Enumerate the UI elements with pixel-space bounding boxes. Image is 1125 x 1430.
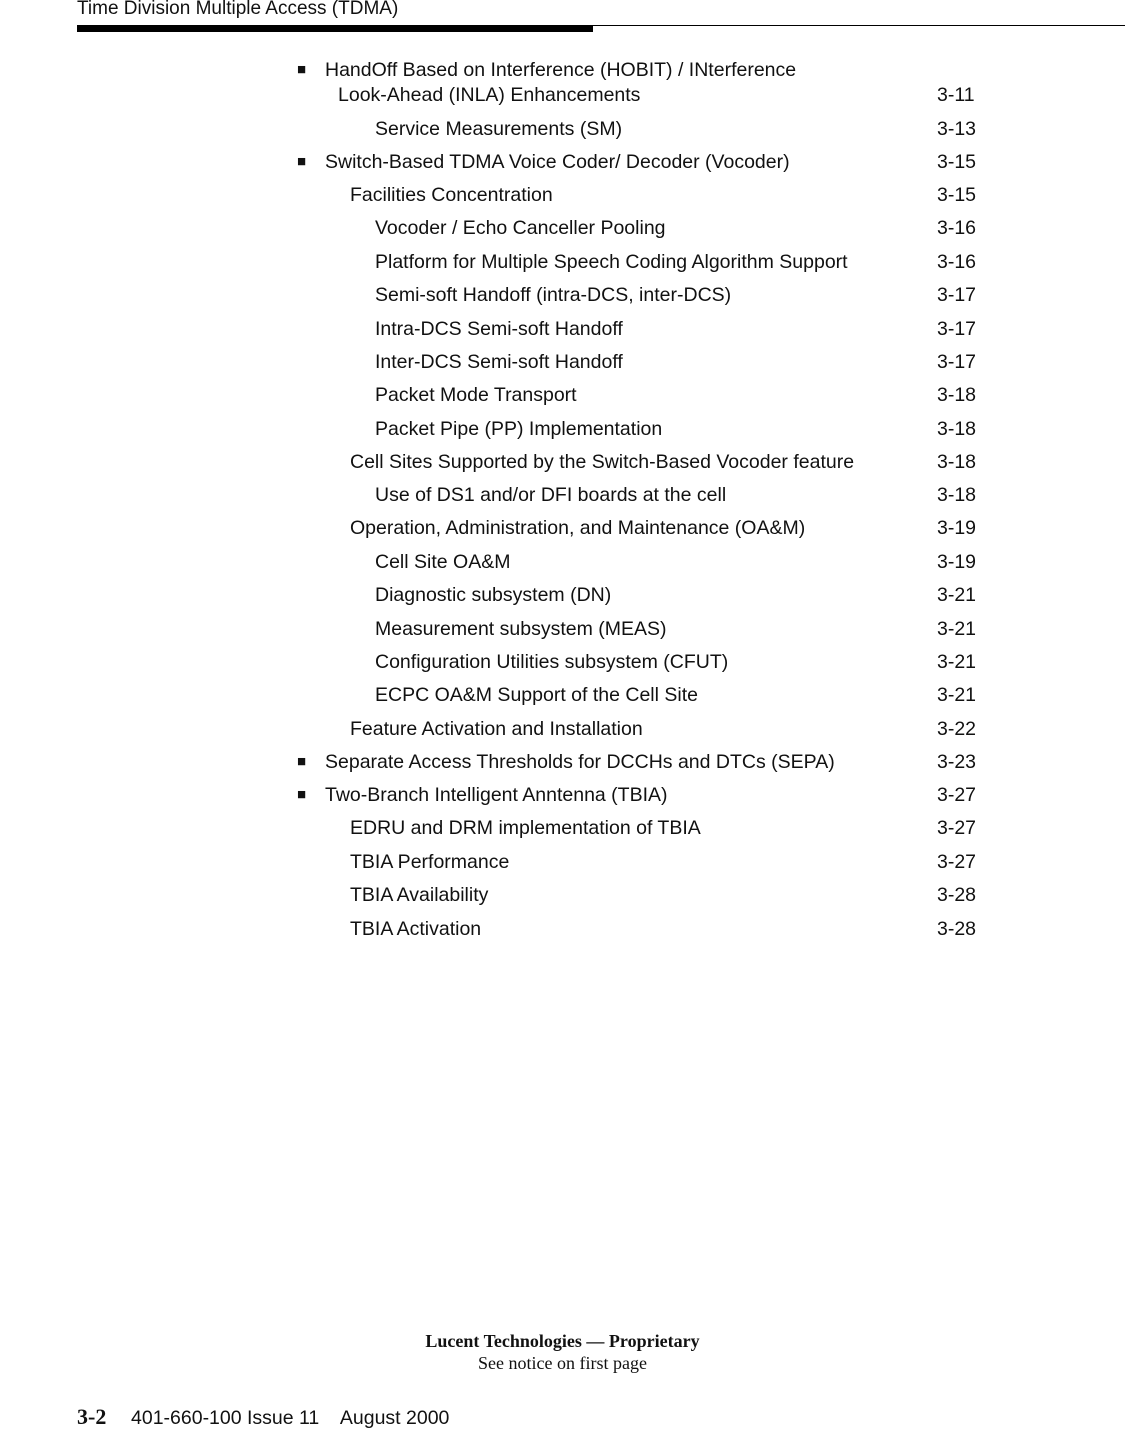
toc-entry[interactable] <box>0 317 1125 341</box>
toc-entry-title: Cell Sites Supported by the Switch-Based Vocoder feature <box>350 451 855 473</box>
toc-entry-title: Look-Ahead (INLA) Enhancements <box>338 84 641 106</box>
toc-entry[interactable] <box>0 683 1125 707</box>
toc-entry[interactable] <box>0 283 1125 307</box>
toc-entry[interactable] <box>0 183 1125 207</box>
toc-entry-title: EDRU and DRM implementation of TBIA <box>350 817 701 839</box>
toc-entry-title: Configuration Utilities subsystem (CFUT) <box>375 651 729 673</box>
toc-entry-page: 3-22 <box>937 718 977 740</box>
toc-entry[interactable] <box>0 483 1125 507</box>
toc-entry[interactable] <box>0 350 1125 374</box>
toc-entry-title: Packet Mode Transport <box>375 384 577 406</box>
bullet-icon: ■ <box>297 61 307 78</box>
toc-entry-page: 3-15 <box>937 151 977 173</box>
toc-entry[interactable] <box>0 917 1125 941</box>
bullet-icon: ■ <box>297 786 307 803</box>
toc-entry-page: 3-16 <box>937 217 977 239</box>
toc-entry-title: ECPC OA&M Support of the Cell Site <box>375 684 698 706</box>
toc-entry-page: 3-21 <box>937 684 977 706</box>
toc-entry-title: Separate Access Thresholds for DCCHs and DTCs (SEPA) <box>325 751 835 773</box>
toc-entry-title: Semi-soft Handoff (intra-DCS, inter-DCS) <box>375 284 732 306</box>
toc-entry-title: HandOff Based on Interference (HOBIT) / INterference <box>325 59 797 81</box>
toc-entry-title: TBIA Activation <box>350 918 482 940</box>
toc-entry-page: 3-23 <box>937 751 977 773</box>
toc-entry[interactable] <box>0 117 1125 141</box>
running-title: Time Division Multiple Access (TDMA) <box>77 0 399 19</box>
toc-entry[interactable] <box>0 816 1125 840</box>
toc-entry[interactable] <box>0 550 1125 574</box>
toc-entry-page: 3-15 <box>937 184 977 206</box>
proprietary-notice: Lucent Technologies — Proprietary <box>425 1331 700 1351</box>
toc-entry[interactable] <box>0 383 1125 407</box>
toc-entry-page: 3-18 <box>937 484 977 506</box>
toc-entry[interactable] <box>0 450 1125 474</box>
toc-entry-title: Facilities Concentration <box>350 184 553 206</box>
toc-entry-title: Two-Branch Intelligent Anntenna (TBIA) <box>325 784 668 806</box>
toc-entry-page: 3-28 <box>937 884 977 906</box>
toc-entry-page: 3-17 <box>937 284 977 306</box>
toc-entry-title: Switch-Based TDMA Voice Coder/ Decoder (Vocoder) <box>325 151 790 173</box>
toc-entry-title: Inter-DCS Semi-soft Handoff <box>375 351 623 373</box>
toc-entry-title: Vocoder / Echo Canceller Pooling <box>375 217 666 239</box>
toc-entry-page: 3-11 <box>937 84 975 106</box>
toc-entry-page: 3-19 <box>937 517 977 539</box>
toc-entry[interactable] <box>0 250 1125 274</box>
toc-entry-page: 3-16 <box>937 251 977 273</box>
toc-entry-page: 3-13 <box>937 118 977 140</box>
toc-entry-page: 3-21 <box>937 584 977 606</box>
toc-entry-page: 3-21 <box>937 651 977 673</box>
toc-entry-page: 3-18 <box>937 451 977 473</box>
toc-entry[interactable] <box>0 516 1125 540</box>
toc-entry-page: 3-27 <box>937 851 977 873</box>
toc-entry-title: Intra-DCS Semi-soft Handoff <box>375 318 623 340</box>
toc-entry[interactable] <box>0 650 1125 674</box>
toc-entry-title: Use of DS1 and/or DFI boards at the cell <box>375 484 727 506</box>
toc-entry-title: Cell Site OA&M <box>375 551 511 573</box>
toc-entry-page: 3-27 <box>937 784 977 806</box>
toc-entry-title: TBIA Performance <box>350 851 510 873</box>
bullet-icon: ■ <box>297 153 307 170</box>
toc-entry[interactable] <box>0 583 1125 607</box>
toc-entry-title: Diagnostic subsystem (DN) <box>375 584 612 606</box>
page-number: 3-2 <box>77 1404 107 1429</box>
toc-entry-page: 3-18 <box>937 384 977 406</box>
toc-entry-title: TBIA Availability <box>350 884 489 906</box>
toc-entry[interactable] <box>0 883 1125 907</box>
toc-entry[interactable] <box>0 783 1125 807</box>
bullet-icon: ■ <box>297 753 307 770</box>
toc-entry-page: 3-17 <box>937 318 977 340</box>
toc-entry[interactable] <box>0 617 1125 641</box>
toc-entry-page: 3-19 <box>937 551 977 573</box>
toc-entry-page: 3-28 <box>937 918 977 940</box>
toc-entry-title: Service Measurements (SM) <box>375 118 623 140</box>
toc-entry-page: 3-27 <box>937 817 977 839</box>
toc-entry-page: 3-21 <box>937 618 977 640</box>
toc-entry[interactable] <box>0 216 1125 240</box>
toc-entry-page: 3-17 <box>937 351 977 373</box>
toc-entry-title: Packet Pipe (PP) Implementation <box>375 418 663 440</box>
document-info: 401-660-100 Issue 11 August 2000 <box>131 1407 450 1429</box>
notice-reference: See notice on first page <box>478 1353 647 1373</box>
toc-entry[interactable] <box>0 850 1125 874</box>
toc-entry-title: Measurement subsystem (MEAS) <box>375 618 667 640</box>
toc-entry-title: Operation, Administration, and Maintenance (OA&M) <box>350 517 806 539</box>
toc-entry[interactable] <box>0 150 1125 174</box>
toc-entry-page: 3-18 <box>937 418 977 440</box>
toc-entry[interactable] <box>0 717 1125 741</box>
toc-entry-title: Feature Activation and Installation <box>350 718 643 740</box>
toc-entry[interactable] <box>0 750 1125 774</box>
toc-entry[interactable] <box>0 58 1125 82</box>
toc-entry-title: Platform for Multiple Speech Coding Algorithm Support <box>375 251 848 273</box>
toc-entry[interactable] <box>0 417 1125 441</box>
toc-entry[interactable] <box>0 83 1125 107</box>
